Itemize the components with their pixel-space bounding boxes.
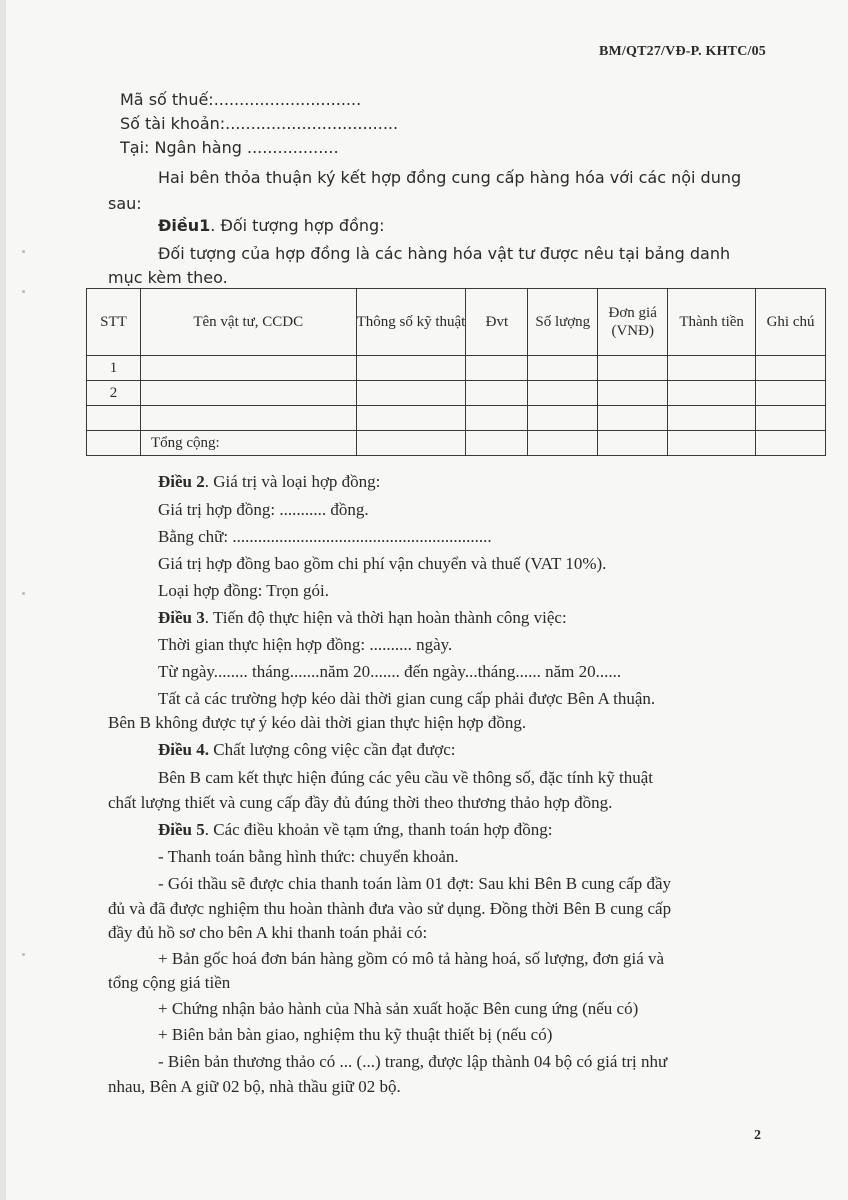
package-line-1: - Gói thầu sẽ được chia thanh toán làm 01 đợt: Sau khi Bên B cung cấp đầy	[158, 874, 671, 893]
cell	[756, 356, 826, 381]
bank-line: Tại: Ngân hàng ..................	[120, 138, 339, 157]
article-3-title-rest: . Tiến độ thực hiện và thời hạn hoàn thành công việc:	[204, 608, 567, 627]
col-header-note: Ghi chú	[756, 289, 826, 356]
table-total-row	[87, 431, 826, 456]
row-stt: 1	[87, 356, 141, 381]
col-header-spec: Thông số kỹ thuật	[356, 289, 466, 356]
article-5-title-rest: . Các điều khoản về tạm ứng, thanh toán hợp đồng:	[204, 820, 553, 839]
page-number: 2	[754, 1128, 761, 1143]
value-includes: Giá trị hợp đồng bao gồm chi phí vận chuyển và thuế (VAT 10%).	[158, 554, 607, 573]
col-header-stt: STT	[87, 289, 141, 356]
dates-line: Từ ngày........ tháng.......năm 20....... đến ngày...tháng...... năm 20......	[158, 662, 622, 681]
cell	[598, 431, 668, 456]
intro-line-1: Hai bên thỏa thuận ký kết hợp đồng cung cấp hàng hóa với các nội dung	[158, 168, 742, 187]
cell	[528, 406, 598, 431]
cell	[466, 431, 528, 456]
extension-line-1: Tất cả các trường hợp kéo dài thời gian cung cấp phải được Bên A thuận.	[158, 689, 656, 708]
items-table	[86, 288, 826, 456]
row-stt	[87, 406, 141, 431]
cell	[528, 381, 598, 406]
cell	[668, 406, 756, 431]
article-4-line-2: chất lượng thiết và cung cấp đầy đủ đúng thời theo thương thảo hợp đồng.	[108, 793, 613, 812]
package-line-2: đủ và đã được nghiệm thu hoàn thành đưa vào sử dụng. Đồng thời Bên B cung cấp	[108, 899, 672, 918]
scan-speck	[22, 592, 25, 595]
cell	[466, 381, 528, 406]
article-2-title-rest: . Giá trị và loại hợp đồng:	[204, 472, 381, 491]
scan-speck	[22, 953, 25, 956]
article-1-title-rest: . Đối tượng hợp đồng:	[210, 216, 385, 235]
col-header-unit: Đvt	[466, 289, 528, 356]
total-label: Tổng cộng:	[140, 431, 356, 456]
minutes-line-2: nhau, Bên A giữ 02 bộ, nhà thầu giữ 02 bộ.	[108, 1077, 401, 1096]
col-header-amount: Thành tiền	[668, 289, 756, 356]
article-5-heading	[158, 820, 553, 840]
cell	[756, 406, 826, 431]
article-3-title: Điều 3	[158, 608, 205, 627]
article-4-title-rest: Chất lượng công việc cần đạt được:	[209, 740, 456, 759]
article-2-heading	[158, 472, 380, 492]
article-1-title: Điều1	[158, 216, 211, 235]
package-line-3: đầy đủ hồ sơ cho bên A khi thanh toán phải có:	[108, 923, 428, 942]
cell	[668, 431, 756, 456]
table-row	[87, 406, 826, 431]
cell	[356, 406, 466, 431]
doc-invoice-line-1: + Bản gốc hoá đơn bán hàng gồm có mô tả hàng hoá, số lượng, đơn giá và	[158, 949, 665, 968]
cell	[87, 431, 141, 456]
scan-speck	[22, 250, 25, 253]
value-in-words: Bằng chữ: .............................................................	[158, 527, 492, 546]
cell	[356, 356, 466, 381]
col-header-qty: Số lượng	[528, 289, 598, 356]
cell	[668, 356, 756, 381]
cell	[140, 356, 356, 381]
article-3-heading	[158, 608, 567, 628]
cell	[140, 406, 356, 431]
cell	[140, 381, 356, 406]
page-edge	[0, 0, 6, 1200]
row-stt: 2	[87, 381, 141, 406]
article-1-line-2: mục kèm theo.	[108, 268, 228, 287]
article-5-title: Điều 5	[158, 820, 205, 839]
article-4-title: Điều 4.	[158, 740, 209, 759]
cell	[466, 406, 528, 431]
article-4-line-1: Bên B cam kết thực hiện đúng các yêu cầu về thông số, đặc tính kỹ thuật	[158, 768, 653, 787]
cell	[668, 381, 756, 406]
article-1-line-1: Đối tượng của hợp đồng là các hàng hóa vật tư được nêu tại bảng danh	[158, 244, 731, 263]
cell	[356, 431, 466, 456]
minutes-line-1: - Biên bản thương thảo có ... (...) trang, được lập thành 04 bộ có giá trị như	[158, 1052, 668, 1071]
form-code: BM/QT27/VĐ-P. KHTC/05	[598, 44, 766, 59]
cell	[598, 356, 668, 381]
doc-invoice-line-2: tổng cộng giá tiền	[108, 973, 231, 992]
contract-value: Giá trị hợp đồng: ........... đồng.	[158, 500, 369, 519]
doc-handover: + Biên bản bàn giao, nghiệm thu kỹ thuật thiết bị (nếu có)	[158, 1025, 553, 1044]
tax-code-line: Mã số thuế:.............................	[120, 90, 362, 109]
account-line: Số tài khoản:..................................	[120, 114, 399, 133]
article-2-title: Điều 2	[158, 472, 205, 491]
cell	[756, 381, 826, 406]
col-header-price: Đơn giá (VNĐ)	[598, 289, 668, 356]
table-row	[87, 356, 826, 381]
doc-warranty: + Chứng nhận bảo hành của Nhà sản xuất hoặc Bên cung ứng (nếu có)	[158, 999, 639, 1018]
contract-type: Loại hợp đồng: Trọn gói.	[158, 581, 329, 600]
cell	[356, 381, 466, 406]
scan-speck	[22, 290, 25, 293]
cell	[528, 431, 598, 456]
duration-line: Thời gian thực hiện hợp đồng: .......... ngày.	[158, 635, 453, 654]
cell	[598, 381, 668, 406]
article-1-heading	[158, 216, 385, 235]
extension-line-2: Bên B không được tự ý kéo dài thời gian thực hiện hợp đồng.	[108, 713, 527, 732]
article-4-heading	[158, 740, 455, 760]
col-header-name: Tên vật tư, CCDC	[140, 289, 356, 356]
intro-line-2: sau:	[108, 194, 142, 213]
table-row	[87, 381, 826, 406]
table-header-row	[87, 289, 826, 356]
cell	[466, 356, 528, 381]
cell	[756, 431, 826, 456]
cell	[598, 406, 668, 431]
cell	[528, 356, 598, 381]
payment-method: - Thanh toán bằng hình thức: chuyển khoản.	[158, 847, 459, 866]
